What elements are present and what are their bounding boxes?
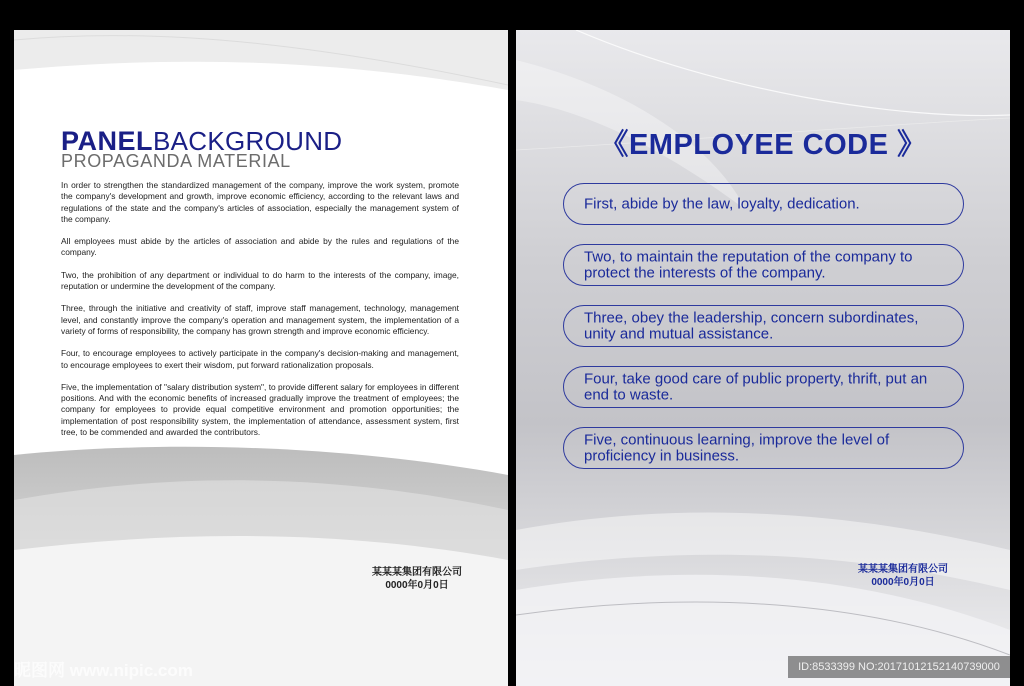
right-panel xyxy=(516,30,1010,686)
code-rule xyxy=(563,427,964,469)
company-name: 某某某集团有限公司 xyxy=(372,567,462,578)
paragraph: Five, the implementation of "salary distribution system", to provide different salary for employees in different positions. And with the economic benefits of increased gradually improve the treatment of employees; the company for employees to provide equal competitive environment and promotion opportunities; the implementation of post responsibility system, the implementation of attendance, assessment system, first tree, to be commended and awarded the contributors. xyxy=(61,381,459,438)
rule-text: First, abide by the law, loyalty, dedication. xyxy=(584,195,860,213)
rule-text: Four, take good care of public property, thrift, put an end to waste. xyxy=(584,370,928,403)
company-name: 某某某集团有限公司 xyxy=(858,564,948,575)
code-rule xyxy=(563,183,964,225)
title-bold: PANEL xyxy=(61,126,154,156)
employee-code-title: 《EMPLOYEE CODE 》 xyxy=(599,129,927,161)
panel-subtitle: PROPAGANDA MATERIAL xyxy=(61,151,291,171)
rule-text: Two, to maintain the reputation of the company to protect the interests of the company. xyxy=(584,248,913,281)
paragraph: Three, through the initiative and creativity of staff, improve staff management, technology, management level, and constantly improve the company's operation and management system, the implementation of a variety of forms of responsibility, the company has grown strength and improve economic efficiency. xyxy=(61,303,459,336)
left-panel xyxy=(14,30,508,686)
paragraph: All employees must abide by the articles of association and abide by the rules and regulations of the company. xyxy=(61,236,459,258)
rule-text: Three, obey the leadership, concern subordinates, unity and mutual assistance. xyxy=(584,309,919,342)
paragraph: Two, the prohibition of any department or individual to do harm to the interests of the company, image, reputation or undermine the development of the company. xyxy=(61,269,459,292)
title-light: BACKGROUND xyxy=(153,126,343,156)
date: 0000年0月0日 xyxy=(385,580,449,591)
rule-text: Five, continuous learning, improve the level of proficiency in business. xyxy=(584,431,890,464)
body-text xyxy=(61,180,459,449)
paragraph: Four, to encourage employees to actively participate in the company's decision-making and management, to encourage employees to exert their wisdom, put forward rationalization proposals. xyxy=(61,348,459,370)
company-footer xyxy=(362,566,472,592)
site-watermark: 昵图网 www.nipic.com xyxy=(14,661,193,680)
paragraph: In order to strengthen the standardized management of the company, improve the work system, promote the company's development and growth, improve economic efficiency, according to the relevant laws and regulations of the state and the company's articles of association, especially the management system of the company. xyxy=(61,180,459,224)
date: 0000年0月0日 xyxy=(871,577,935,588)
code-rule xyxy=(563,244,964,286)
id-watermark: ID:8533399 NO:20171012152140739000 xyxy=(788,656,1010,678)
code-rule xyxy=(563,366,964,408)
company-footer xyxy=(848,563,958,589)
code-rule xyxy=(563,305,964,347)
